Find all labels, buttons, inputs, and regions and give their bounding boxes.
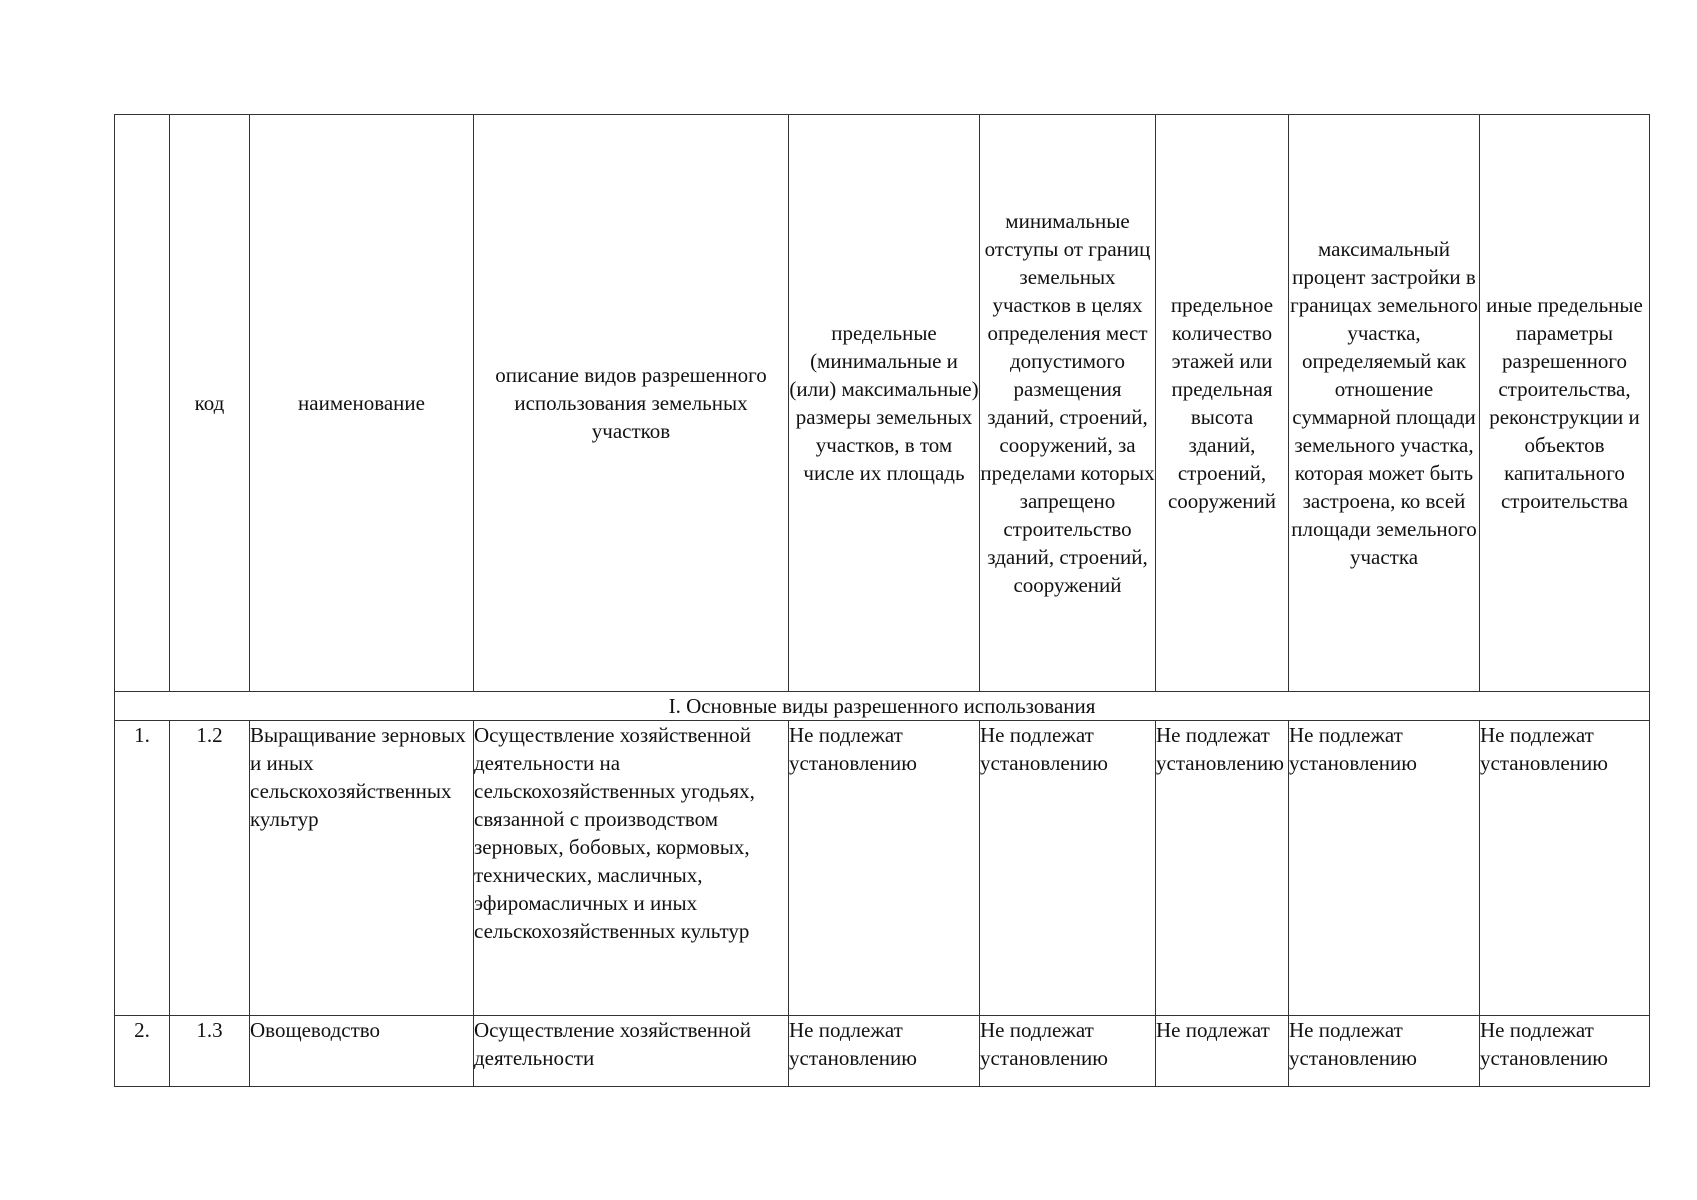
land-use-table [114,114,1650,1087]
header-number [115,115,170,692]
row-number: 2. [115,1016,170,1087]
row-name: Овощеводство [250,1016,474,1087]
header-description: описание видов разрешенного использования земельных участков [474,115,789,692]
row-other-params: Не подлежат установлению [1480,1016,1650,1087]
header-setbacks: минимальные отступы от границ земельных участков в целях определения мест допустимого размещения зданий, строений, сооружений, за пределами которых запрещено строительство зданий, строений, сооружений [980,115,1156,692]
row-code: 1.3 [170,1016,250,1087]
row-floors: Не подлежат [1156,1016,1289,1087]
header-row [115,115,1650,692]
section-title: I. Основные виды разрешенного использования [115,692,1650,721]
row-name: Выращивание зерновых и иных сельскохозяйственных культур [250,721,474,1016]
header-coverage: максимальный процент застройки в границах земельного участка, определяемый как отношение суммарной площади земельного участка, которая может быть застроена, ко всей площади земельного участка [1289,115,1480,692]
row-number: 1. [115,721,170,1016]
row-description: Осуществление хозяйственной деятельности на сельскохозяйственных угодьях, связанной с производством зерновых, бобовых, кормовых, технических, масличных, эфиромасличных и иных сельскохозяйственных культур [474,721,789,1016]
header-name: наименование [250,115,474,692]
header-code: код [170,115,250,692]
header-other-params: иные предельные параметры разрешенного строительства, реконструкции и объектов капитального строительства [1480,115,1650,692]
table-row [115,721,1650,1016]
row-other-params: Не подлежат установлению [1480,721,1650,1016]
row-plot-size: Не подлежат установлению [789,1016,980,1087]
table-row [115,1016,1650,1087]
row-floors: Не подлежат установлению [1156,721,1289,1016]
row-setbacks: Не подлежат установлению [980,1016,1156,1087]
section-row [115,692,1650,721]
row-plot-size: Не подлежат установлению [789,721,980,1016]
row-code: 1.2 [170,721,250,1016]
row-setbacks: Не подлежат установлению [980,721,1156,1016]
row-description: Осуществление хозяйственной деятельности [474,1016,789,1087]
row-coverage: Не подлежат установлению [1289,721,1480,1016]
header-floors: предельное количество этажей или предельная высота зданий, строений, сооружений [1156,115,1289,692]
header-plot-size: предельные (минимальные и (или) максимальные) размеры земельных участков, в том числе их площадь [789,115,980,692]
row-coverage: Не подлежат установлению [1289,1016,1480,1087]
